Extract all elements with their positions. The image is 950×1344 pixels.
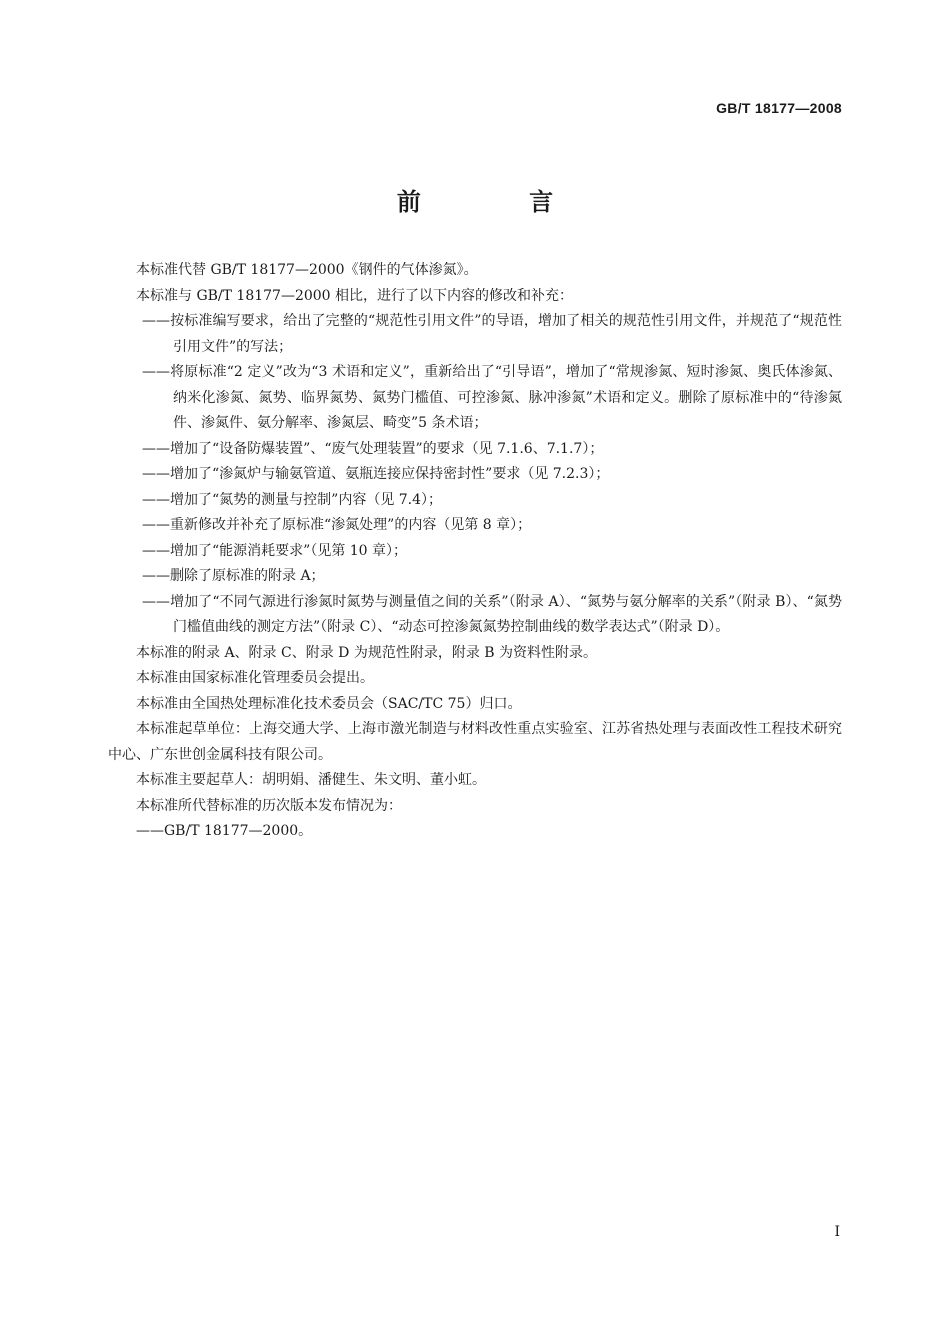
- page-title: 前 言: [396, 188, 604, 216]
- outro-paragraph: 本标准由国家标准化管理委员会提出。: [136, 670, 374, 686]
- standard-code: GB/T 18177—2008: [716, 100, 842, 116]
- change-item: ——增加了“渗氮炉与输氨管道、氨瓶连接应保持密封性”要求（见 7.2.3）；: [142, 466, 610, 482]
- page-number: I: [834, 1224, 840, 1240]
- change-item: ——重新修改并补充了原标准“渗氮处理”的内容（见第 8 章）；: [142, 517, 532, 533]
- document-body: [108, 258, 842, 845]
- change-item: ——增加了“能源消耗要求”（见第 10 章）；: [142, 542, 408, 559]
- outro-paragraph: 本标准由全国热处理标准化技术委员会（SAC/TC 75）归口。: [136, 695, 522, 712]
- outro-paragraph: 本标准的附录 A、附录 C、附录 D 为规范性附录，附录 B 为资料性附录。: [136, 644, 598, 661]
- intro-paragraph: 本标准代替 GB/T 18177—2000《钢件的气体渗氮》。: [136, 262, 478, 278]
- outro-paragraph: 本标准主要起草人：胡明娟、潘健生、朱文明、董小虹。: [136, 772, 486, 788]
- change-item: ——增加了“不同气源进行渗氮时氮势与测量值之间的关系”（附录 A）、“氮势与氨分解率的关系”（附录 B）、“氮势门槛值曲线的测定方法”（附录 C）、“动态可控渗氮氮势控制曲线的数学表达式”（附录 D）。: [142, 593, 842, 635]
- intro-paragraph: 本标准与 GB/T 18177—2000 相比，进行了以下内容的修改和补充：: [136, 287, 574, 304]
- change-item: ——增加了“氮势的测量与控制”内容（见 7.4）；: [142, 491, 443, 508]
- outro-paragraph: 本标准起草单位：上海交通大学、上海市激光制造与材料改性重点实验室、江苏省热处理与表面改性工程技术研究中心、广东世创金属科技有限公司。: [108, 721, 842, 763]
- history-item: ——GB/T 18177—2000。: [136, 823, 313, 839]
- change-item: ——删除了原标准的附录 A；: [142, 568, 325, 584]
- change-item: ——将原标准“2 定义”改为“3 术语和定义”，重新给出了“引导语”，增加了“常规渗氮、短时渗氮、奥氏体渗氮、纳米化渗氮、氮势、临界氮势、氮势门槛值、可控渗氮、脉冲渗氮”术语和定义。删除了原标准中的“待渗氮件、渗氮件、氨分解率、渗氮层、畸变”5 条术语；: [142, 364, 842, 431]
- change-item: ——增加了“设备防爆装置”、“废气处理装置”的要求（见 7.1.6、7.1.7）；: [142, 440, 604, 457]
- outro-paragraph: 本标准所代替标准的历次版本发布情况为：: [136, 797, 402, 814]
- change-item: ——按标准编写要求，给出了完整的“规范性引用文件”的导语，增加了相关的规范性引用文件，并规范了“规范性引用文件”的写法；: [142, 313, 842, 355]
